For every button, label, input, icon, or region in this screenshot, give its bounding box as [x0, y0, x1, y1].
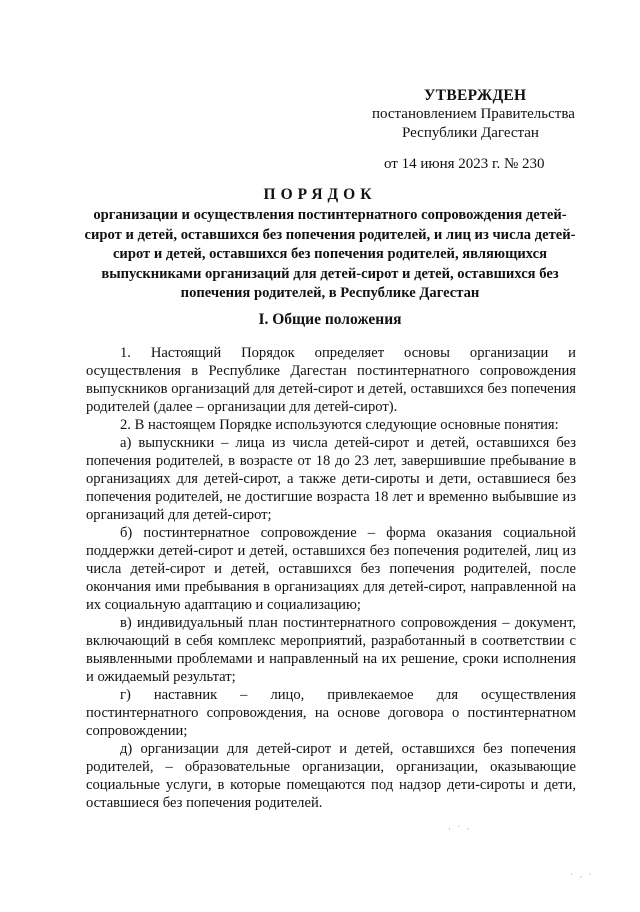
approval-title: УТВЕРЖДЕН: [424, 87, 527, 104]
paragraph-1: 1. Настоящий Порядок определяет основы организации и осуществления в Республике Дагестан постинтернатного сопровождения выпускников организаций для детей-сирот и детей, оставшихся без попечения родителей (далее – организации для детей-сирот).: [86, 345, 576, 415]
approval-date: от 14 июня 2023 г. № 230: [384, 156, 545, 172]
approval-line-republic: Республики Дагестан: [402, 125, 539, 141]
paragraph-definition-d: д) организации для детей-сирот и детей, оставшихся без попечения родителей, – образовательные организации, организации, оказывающие социальные услуги, в которые помещаются под надзор дети-сироты и дети, оставшиеся без попечения родителей.: [86, 741, 576, 811]
scan-artifact: ˙ · ˙: [570, 872, 594, 882]
approval-block: [368, 86, 598, 174]
paragraph-definition-a: а) выпускники – лица из числа детей-сирот и детей, оставшихся без попечения родителей, в возрасте от 18 до 23 лет, завершившие пребывание в организациях для детей-сирот, а также дети-сироты и дети, оставшиеся без попечения родителей, не достигшие возраста 18 лет и временно выбывшие из организаций для детей-сирот;: [86, 435, 576, 523]
paragraph-definition-g: г) наставник – лицо, привлекаемое для осуществления постинтернатного сопровождения, на основе договора о постинтернатном сопровождении;: [86, 687, 576, 739]
paragraph-2: 2. В настоящем Порядке используются следующие основные понятия:: [120, 417, 559, 433]
paragraph-definition-b: б) постинтернатное сопровождение – форма оказания социальной поддержки детей-сирот и детей, оставшихся без попечения родителей, лиц из числа детей-сирот и детей, оставшихся без попечения родителей, после окончания ими пребывания в организациях для детей-сирот, направленной на их социальную адаптацию и социализацию;: [86, 525, 576, 613]
document-title: ПОРЯДОК: [263, 186, 377, 203]
document-subtitle: организации и осуществления постинтернатного сопровождения детей-сирот и детей, оставшихся без попечения родителей, и лиц из числа детей-сирот и детей, оставшихся без попечения родителей, являющихся выпускниками организаций для детей-сирот и детей, оставшихся без попечения родителей, в Республике Дагестан: [84, 207, 576, 301]
scan-artifact: · ˙ ·: [448, 824, 472, 834]
approval-line-resolution: постановлением Правительства: [372, 106, 575, 122]
section-heading: I. Общие положения: [258, 311, 402, 328]
section-body: [86, 344, 576, 812]
paragraph-definition-v: в) индивидуальный план постинтернатного сопровождения – документ, включающий в себя комплекс мероприятий, разработанный в соответствии с выявленными проблемами и направленный на их решение, сроки исполнения и ожидаемый результат;: [86, 615, 576, 685]
